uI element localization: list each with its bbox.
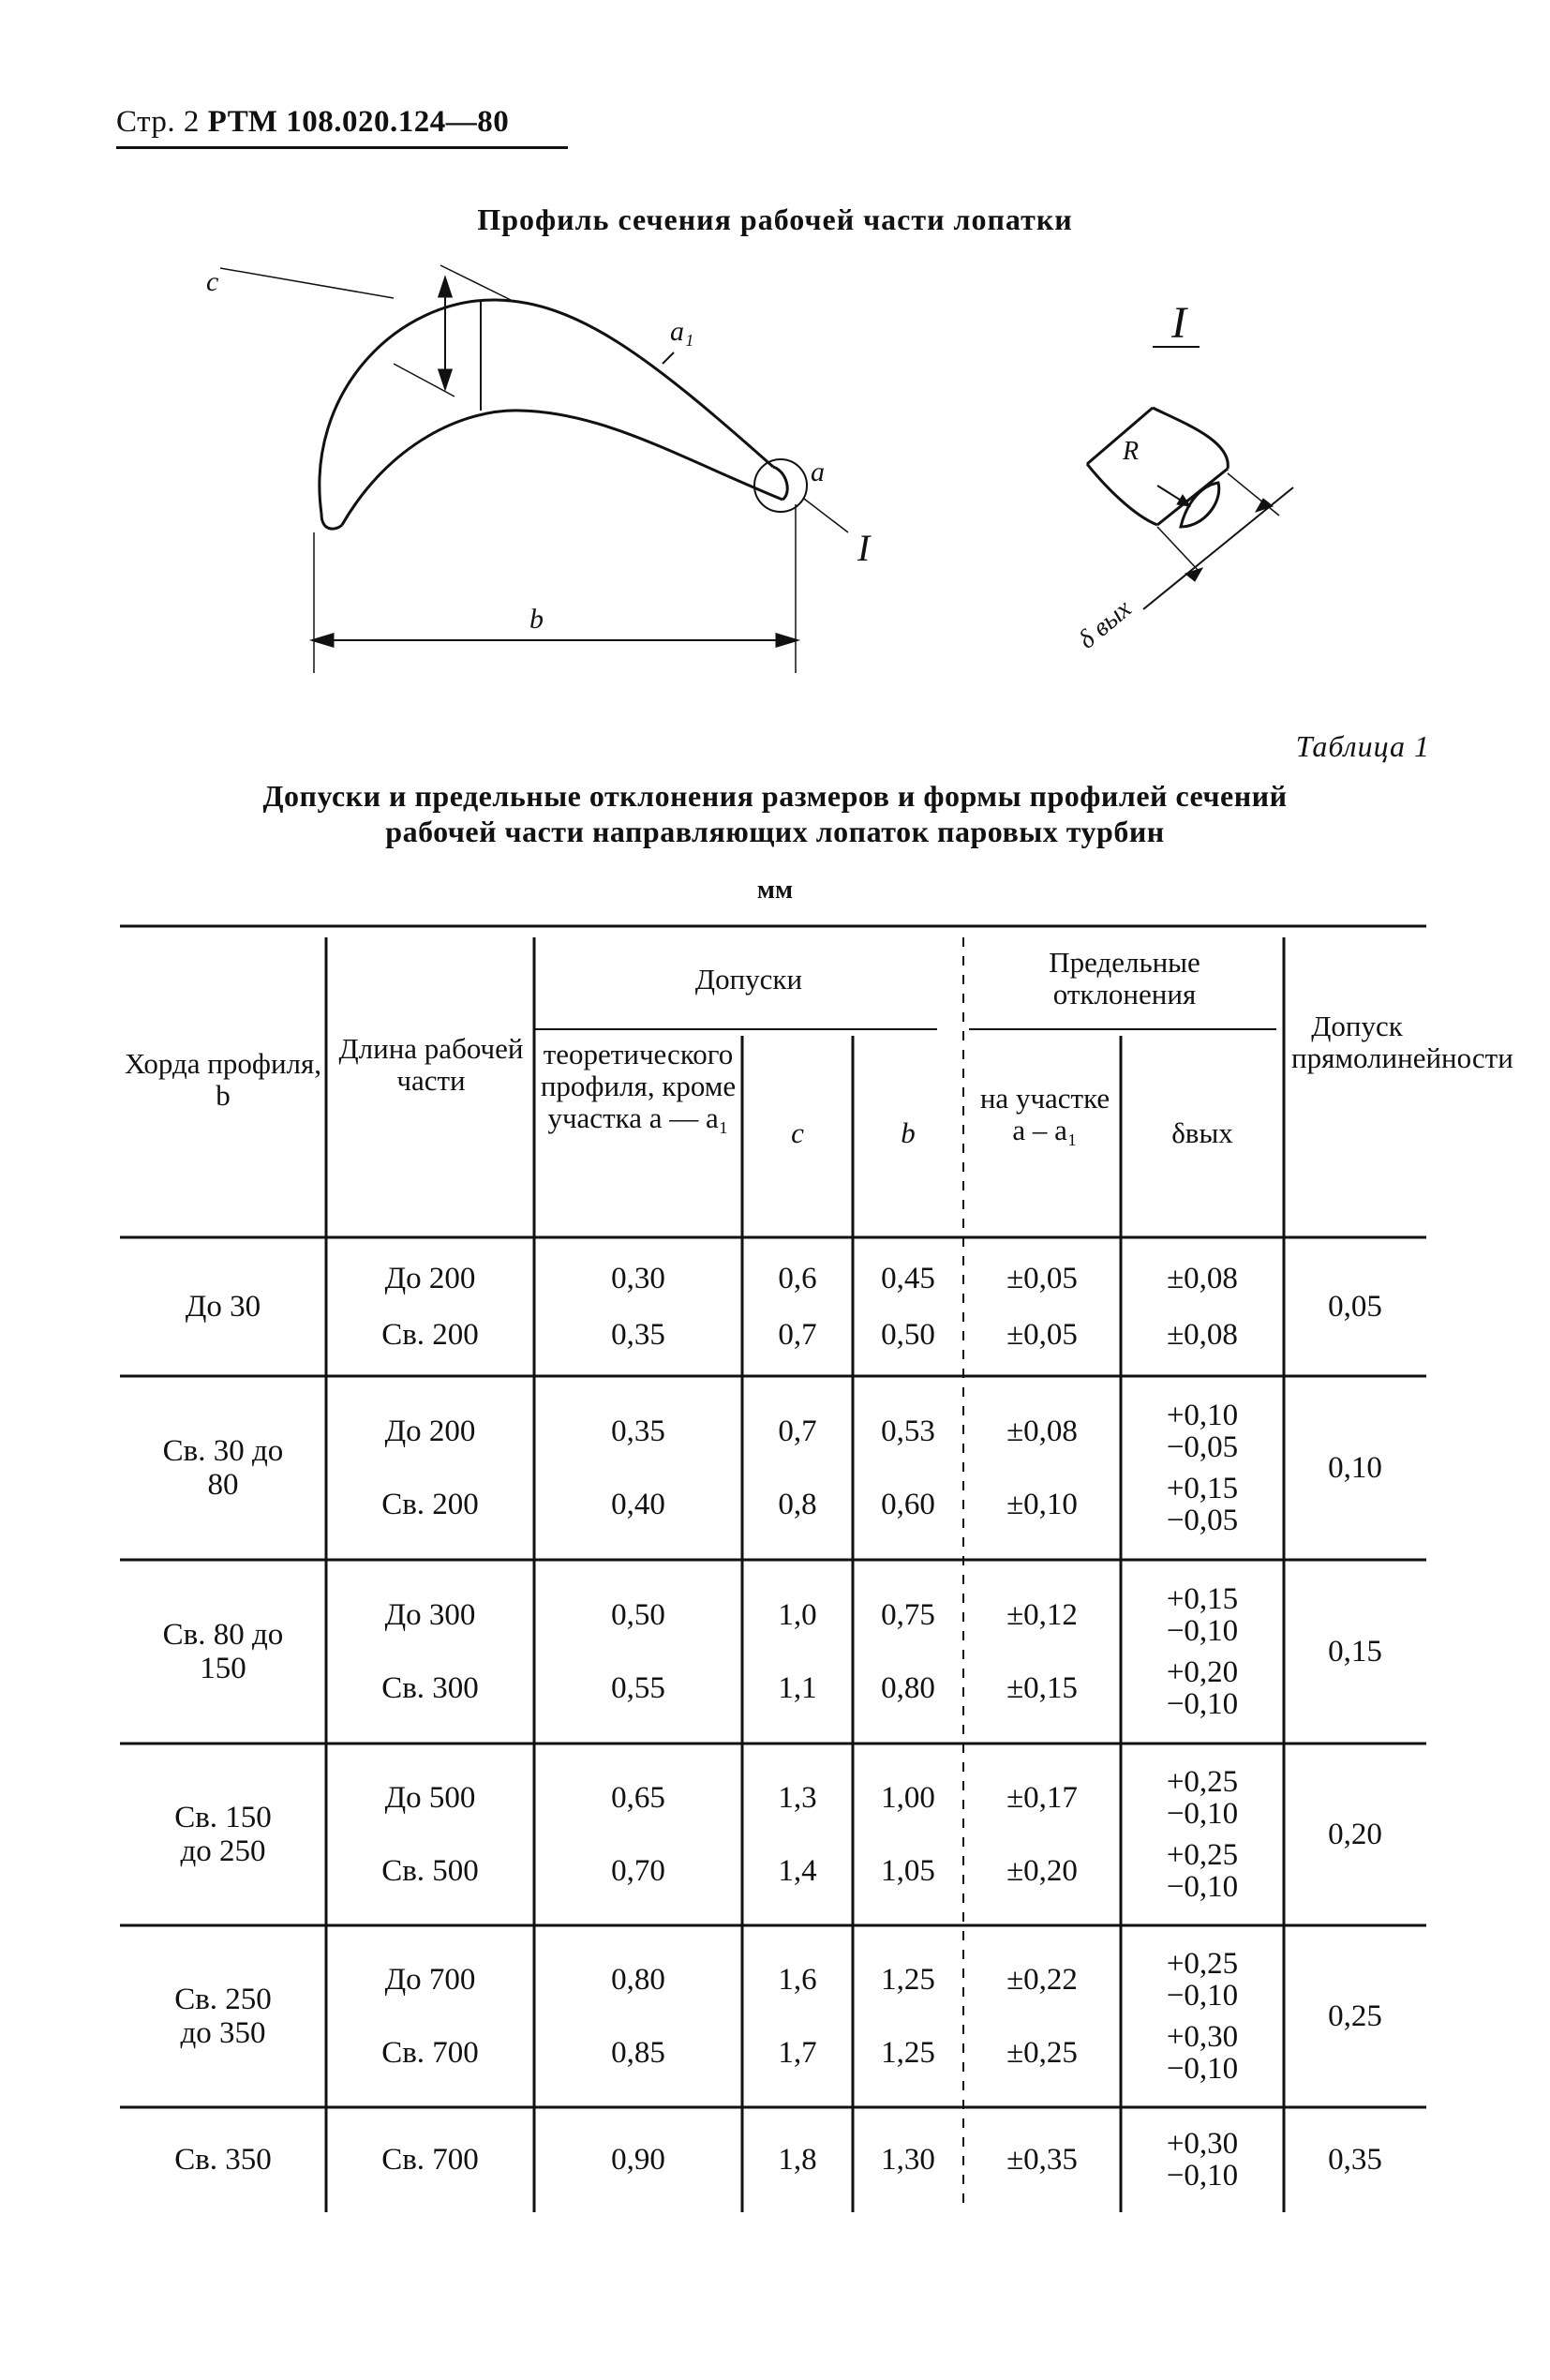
document-code: РТМ 108.020.124—80 (207, 105, 510, 139)
cell-length: Св. 200 (381, 1317, 479, 1352)
cell-delta-lower: −0,10 (1166, 2051, 1239, 2086)
cell-c: 1,1 (778, 1671, 817, 1706)
table-title-line-2: рабочей части направляющих лопаток паровых турбин (385, 815, 1165, 848)
cell-section: ±0,25 (1006, 2035, 1078, 2070)
cell-theoretical: 0,65 (611, 1781, 665, 1816)
cell-delta-lower: −0,10 (1166, 1687, 1239, 1722)
cell-chord: Св. 350 (174, 2143, 272, 2177)
cell-b: 0,45 (881, 1262, 935, 1296)
cell-delta-upper: +0,30 (1166, 2127, 1239, 2161)
cell-delta: ±0,08 (1167, 1317, 1238, 1352)
cell-delta-lower: −0,05 (1166, 1429, 1239, 1464)
page-number: Стр. 2 (116, 105, 200, 139)
cell-straightness: 0,10 (1328, 1451, 1382, 1485)
cell-section: ±0,22 (1006, 1963, 1078, 1998)
cell-length: До 500 (384, 1781, 476, 1816)
cell-straightness: 0,25 (1328, 1999, 1382, 2033)
cell-straightness: 0,15 (1328, 1635, 1382, 1669)
cell-c: 1,7 (778, 2035, 817, 2070)
cell-straightness: 0,05 (1328, 1290, 1382, 1324)
cell-delta-upper: +0,25 (1166, 1837, 1239, 1872)
cell-section: ±0,35 (1006, 2143, 1078, 2177)
cell-c: 0,8 (778, 1488, 817, 1522)
cell-chord: До 30 (185, 1290, 261, 1324)
cell-delta-upper: +0,10 (1166, 1398, 1239, 1432)
cell-section: ±0,05 (1006, 1262, 1078, 1296)
cell-straightness: 0,35 (1328, 2143, 1382, 2177)
cell-theoretical: 0,50 (611, 1597, 665, 1632)
cell-b: 1,25 (881, 2035, 935, 2070)
cell-length: До 200 (384, 1262, 476, 1296)
figure-title: Профиль сечения рабочей части лопатки (477, 202, 1073, 236)
cell-theoretical: 0,35 (611, 1317, 665, 1352)
cell-chord: Св. 80 до 150 (162, 1618, 284, 1685)
cell-c: 1,0 (778, 1597, 817, 1632)
label-r: R (1123, 437, 1140, 466)
label-b: b (529, 604, 544, 635)
cell-length: До 200 (384, 1414, 476, 1448)
header-theoretical: теоретического профиля, кроме участка a — a₁ (540, 1038, 737, 1134)
cell-b: 0,60 (881, 1488, 935, 1522)
cell-chord: Св. 30 до 80 (162, 1434, 284, 1502)
table-title-line-1: Допуски и предельные отклонения размеров и формы профилей сечений (262, 779, 1288, 813)
cell-delta-lower: −0,10 (1166, 1613, 1239, 1648)
cell-theoretical: 0,55 (611, 1671, 665, 1706)
cell-c: 0,6 (778, 1262, 817, 1296)
header-c: c (791, 1116, 804, 1149)
cell-theoretical: 0,70 (611, 1853, 665, 1888)
cell-b: 0,53 (881, 1414, 935, 1448)
cell-delta-lower: −0,05 (1166, 1504, 1239, 1538)
cell-c: 0,7 (778, 1414, 817, 1448)
cell-section: ±0,15 (1006, 1671, 1078, 1706)
cell-chord: Св. 150 до 250 (174, 1801, 272, 1868)
label-delta: δ вых (1072, 593, 1138, 655)
cell-length: До 700 (384, 1963, 476, 1998)
cell-straightness: 0,20 (1328, 1818, 1382, 1851)
cell-theoretical: 0,80 (611, 1963, 665, 1998)
cell-b: 0,80 (881, 1671, 935, 1706)
label-a: a (811, 457, 825, 487)
header-limits: Предельные отклонения (1049, 946, 1200, 1010)
header-section: на участке a – a₁ (979, 1082, 1110, 1146)
cell-delta-upper: +0,20 (1166, 1655, 1239, 1690)
cell-length: Св. 200 (381, 1488, 479, 1522)
cell-theoretical: 0,40 (611, 1488, 665, 1522)
header-delta: δвых (1171, 1116, 1233, 1149)
cell-length: Св. 700 (381, 2035, 479, 2070)
cell-theoretical: 0,90 (611, 2143, 665, 2177)
cell-b: 1,25 (881, 1963, 935, 1998)
cell-section: ±0,10 (1006, 1488, 1078, 1522)
cell-delta-lower: −0,10 (1166, 1869, 1239, 1904)
header-straightness: Допуск прямолинейности (1291, 1010, 1513, 1074)
cell-delta-lower: −0,10 (1166, 1979, 1239, 2013)
cell-theoretical: 0,85 (611, 2035, 665, 2070)
cell-length: До 300 (384, 1597, 476, 1632)
header-tolerances: Допуски (694, 963, 803, 995)
cell-c: 0,7 (778, 1317, 817, 1352)
header-chord: Хорда профиля, b (124, 1047, 322, 1112)
cell-section: ±0,20 (1006, 1853, 1078, 1888)
cell-theoretical: 0,35 (611, 1414, 665, 1448)
label-c: c (206, 266, 219, 297)
cell-b: 0,50 (881, 1317, 935, 1352)
cell-section: ±0,17 (1006, 1781, 1078, 1816)
label-a1: a₁ (670, 316, 694, 347)
cell-delta-upper: +0,30 (1166, 2019, 1239, 2054)
cell-section: ±0,05 (1006, 1317, 1078, 1352)
cell-length: Св. 500 (381, 1853, 479, 1888)
table-units: мм (756, 876, 794, 905)
cell-c: 1,3 (778, 1781, 817, 1816)
cell-delta-upper: +0,15 (1166, 1581, 1239, 1616)
cell-length: Св. 700 (381, 2143, 479, 2177)
cell-b: 1,00 (881, 1781, 935, 1816)
label-section-mark: I (857, 527, 871, 569)
cell-c: 1,4 (778, 1853, 817, 1888)
header-b: b (901, 1116, 916, 1149)
cell-delta-lower: −0,10 (1166, 2159, 1239, 2193)
cell-b: 1,05 (881, 1853, 935, 1888)
cell-theoretical: 0,30 (611, 1262, 665, 1296)
cell-chord: Св. 250 до 350 (174, 1983, 272, 2050)
cell-c: 1,6 (778, 1963, 817, 1998)
cell-c: 1,8 (778, 2143, 817, 2177)
cell-delta-upper: +0,25 (1166, 1765, 1239, 1800)
cell-length: Св. 300 (381, 1671, 479, 1706)
cell-delta-upper: +0,15 (1166, 1472, 1239, 1506)
table-label: Таблица 1 (1295, 729, 1430, 763)
detail-title: I (1171, 298, 1186, 348)
cell-delta-upper: +0,25 (1166, 1947, 1239, 1982)
cell-b: 0,75 (881, 1597, 935, 1632)
header-length: Длина рабочей части (338, 1032, 524, 1097)
cell-section: ±0,08 (1006, 1414, 1078, 1448)
cell-section: ±0,12 (1006, 1597, 1078, 1632)
cell-delta: ±0,08 (1167, 1262, 1238, 1296)
cell-b: 1,30 (881, 2143, 935, 2177)
cell-delta-lower: −0,10 (1166, 1797, 1239, 1832)
